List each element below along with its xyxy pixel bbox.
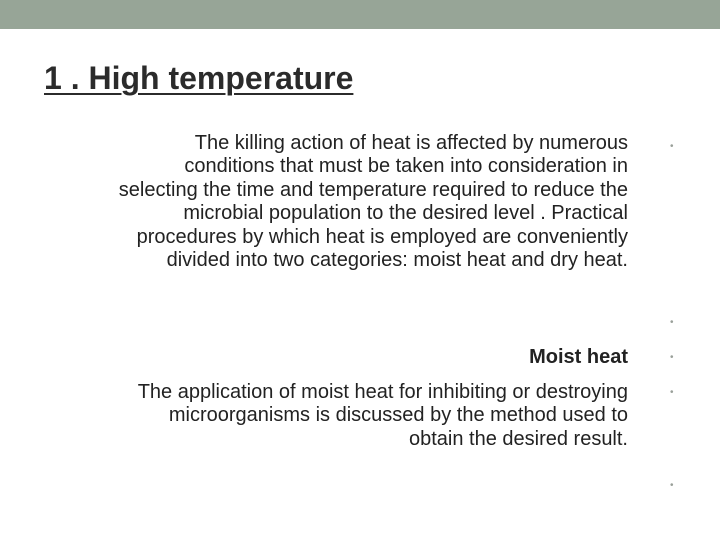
heading-text: Moist heat xyxy=(529,346,628,368)
bullet-marker: • xyxy=(670,352,674,363)
paragraph-line: conditions that must be taken into consideration in xyxy=(184,155,628,178)
bullet-marker: • xyxy=(670,317,674,328)
paragraph-line: microbial population to the desired level . Practical xyxy=(183,202,628,225)
bullet-marker: • xyxy=(670,141,674,152)
top-accent-bar xyxy=(0,0,720,29)
bullet-marker: • xyxy=(670,387,674,398)
moist-heat-paragraph xyxy=(138,381,628,451)
paragraph-line: selecting the time and temperature required to reduce the xyxy=(118,178,628,201)
bullet-marker: • xyxy=(670,480,674,491)
intro-paragraph xyxy=(119,132,628,272)
paragraph-line: microorganisms is discussed by the method used to xyxy=(168,404,628,427)
paragraph-line: The application of moist heat for inhibiting or destroying xyxy=(137,381,628,403)
paragraph-line: divided into two categories: moist heat and dry heat. xyxy=(166,249,628,272)
slide-title: 1 . High temperature xyxy=(44,60,354,96)
moist-heat-heading xyxy=(529,346,628,369)
paragraph-line: procedures by which heat is employed are conveniently xyxy=(136,225,628,248)
paragraph-line: The killing action of heat is affected by numerous xyxy=(194,132,628,154)
paragraph-line: obtain the desired result. xyxy=(408,427,628,450)
